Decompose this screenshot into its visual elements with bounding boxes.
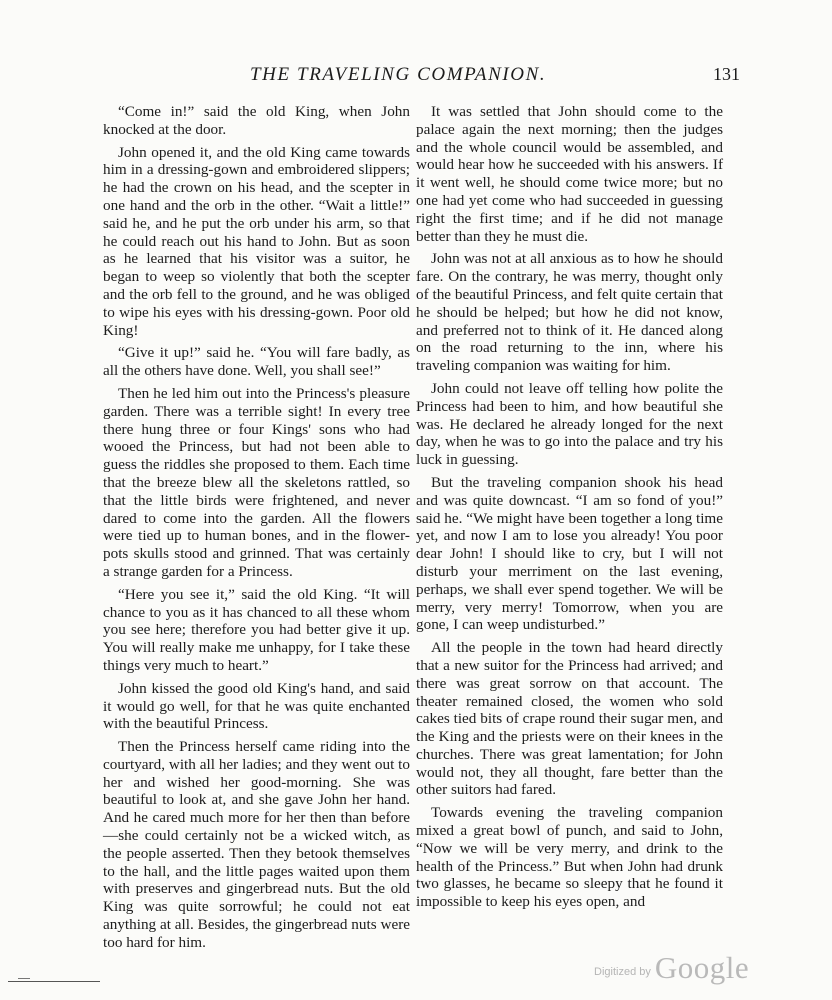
page-header (100, 64, 740, 88)
footer-rule (8, 981, 100, 982)
paragraph: It was settled that John should come to the palace again the next morning; then the judges and the whole council would be assembled, and would hear how he succeeded with his answers. If it went well, he should come twice more; but no one had yet come who had succeeded in guessing right the first time; and if he did not manage better than they he must die. (416, 103, 723, 245)
google-logo: Google (654, 950, 750, 985)
right-column (416, 103, 723, 911)
paragraph: John opened it, and the old King came towards him in a dressing-gown and embroidered slippers; he had the crown on his head, and the scepter in one hand and the orb in the other. “Wait a little!” said he, and he put the orb under his arm, so that he could reach out his hand to John. But as soon as he learned that his visitor was a suitor, he began to weep so violently that both the scepter and the orb fell to the ground, and he was obliged to wipe his eyes with his dressing-gown. Poor old King! (103, 143, 410, 339)
left-column (103, 103, 410, 952)
paragraph: John kissed the good old King's hand, and said it would go well, for that he was quite enchanted with the beautiful Princess. (103, 679, 410, 733)
paragraph: Towards evening the traveling companion mixed a great bowl of punch, and said to John, “Now we will be very merry, and drink to the health of the Princess.” But when John had drunk two glasses, he became so sleepy that he found it impossible to keep his eyes open, and (416, 804, 723, 911)
paragraph: Then the Princess herself came riding into the courtyard, with all her ladies; and they went out to her and wished her good-morning. She was beautiful to look at, and she gave John her hand. And he cared much more for her then than before—she could certainly not be a wicked witch, as the people asserted. Then they betook themselves to the hall, and the little pages waited upon them with preserves and gingerbread nuts. But the old King was quite sorrowful; he could not eat anything at all. Besides, the gingerbread nuts were too hard for him. (103, 738, 410, 951)
paragraph: John was not at all anxious as to how he should fare. On the contrary, he was merry, thought only of the beautiful Princess, and felt quite certain that he should be helped; but how he did not know, and preferred not to think of it. He danced along on the road returning to the inn, where his traveling companion was waiting for him. (416, 250, 723, 375)
page-number: 131 (713, 64, 740, 84)
paragraph: John could not leave off telling how polite the Princess had been to him, and how beautiful she was. He declared he already longed for the next day, when he was to go into the palace and try his luck in guessing. (416, 379, 723, 469)
paragraph: All the people in the town had heard directly that a new suitor for the Princess had arrived; and there was great sorrow on that account. The theater remained closed, the women who sold cakes tied bits of crape round their sugar men, and the King and the priests were on their knees in the churches. There was great lamentation; for John would not, they all thought, fare better than the other suitors had fared. (416, 639, 723, 799)
watermark-prefix: Digitized by (594, 966, 651, 978)
paragraph: “Come in!” said the old King, when John knocked at the door. (103, 103, 410, 138)
footer-rule-mark (18, 978, 30, 979)
paragraph: But the traveling companion shook his head and was quite downcast. “I am so fond of you!” said he. “We might have been together a long time yet, and now I am to lose you already! You poor dear John! I should like to cry, but I will not disturb your merriment on the last evening, perhaps, we shall ever spend together. We will be merry, very merry! Tomorrow, when you are gone, I can weep undisturbed.” (416, 473, 723, 634)
digitized-watermark (594, 950, 749, 984)
paragraph: “Give it up!” said he. “You will fare badly, as all the others have done. Well, you shall see!” (103, 344, 410, 380)
paragraph: Then he led him out into the Princess's pleasure garden. There was a terrible sight! In every tree there hung three or four Kings' sons who had wooed the Princess, but had not been able to guess the riddles she proposed to them. Each time that the breeze blew all the skeletons rattled, so that the little birds were frightened, and never dared to come into the garden. All the flowers were tied up to human bones, and in the flower-pots skulls stood and grinned. That was certainly a strange garden for a Princess. (103, 384, 410, 580)
running-title: THE TRAVELING COMPANION. (250, 64, 547, 85)
paragraph: “Here you see it,” said the old King. “It will chance to you as it has chanced to all these whom you see here; therefore you had better give it up. You will really make me unhappy, for I take these things very much to heart.” (103, 585, 410, 674)
